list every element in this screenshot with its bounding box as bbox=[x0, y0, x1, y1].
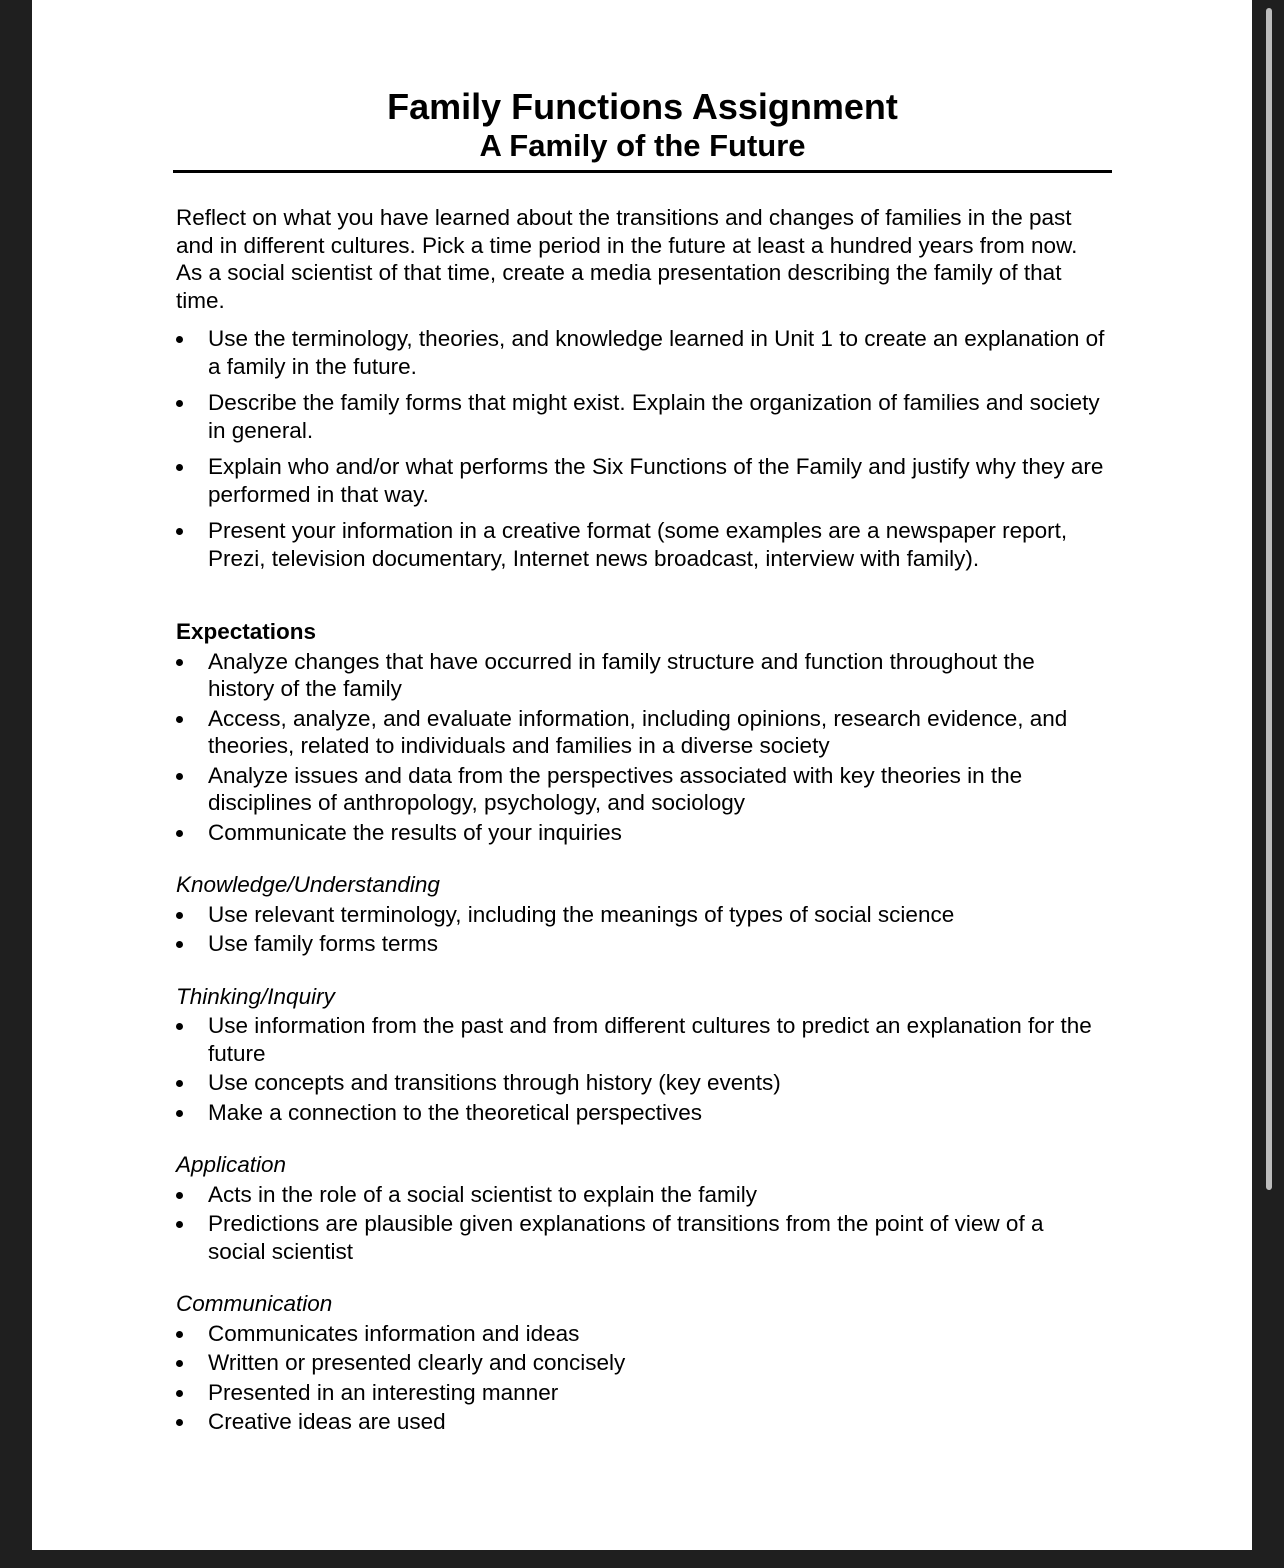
communication-list bbox=[176, 1320, 1106, 1436]
bullet-icon bbox=[176, 1419, 183, 1426]
application-list bbox=[176, 1181, 1106, 1266]
list-item-text: Acts in the role of a social scientist to explain the family bbox=[208, 1181, 758, 1207]
bullet-icon bbox=[176, 1080, 183, 1087]
bullet-icon bbox=[176, 528, 183, 535]
expectations-heading: Expectations bbox=[176, 619, 317, 644]
list-item bbox=[176, 1069, 1106, 1097]
bullet-icon bbox=[176, 716, 183, 723]
list-item bbox=[176, 1349, 1106, 1377]
bullet-icon bbox=[176, 1110, 183, 1117]
title-divider bbox=[173, 170, 1112, 173]
list-item bbox=[176, 1012, 1106, 1067]
list-item bbox=[176, 705, 1106, 760]
list-item-text: Use concepts and transitions through history (key events) bbox=[208, 1070, 781, 1095]
list-item bbox=[176, 1210, 1106, 1265]
list-item bbox=[176, 389, 1106, 444]
list-item bbox=[176, 1099, 1106, 1127]
list-item-text: Use information from the past and from different cultures to predict an explanation for the future bbox=[208, 1013, 1092, 1066]
list-item bbox=[176, 1408, 1106, 1436]
list-item bbox=[176, 648, 1106, 703]
list-item-text: Communicate the results of your inquiries bbox=[208, 819, 622, 845]
bullet-icon bbox=[176, 912, 183, 919]
page-subtitle: A Family of the Future bbox=[479, 128, 806, 163]
expectations-list bbox=[176, 648, 1106, 847]
list-item-text: Analyze issues and data from the perspectives associated with key theories in the disciplines of anthropology, psychology, and sociology bbox=[208, 762, 1023, 815]
list-item bbox=[176, 1320, 1106, 1348]
list-item-text: Predictions are plausible given explanations of transitions from the point of view of a social scientist bbox=[208, 1211, 1044, 1264]
list-item-text: Creative ideas are used bbox=[208, 1409, 446, 1434]
list-item bbox=[176, 1379, 1106, 1407]
bullet-icon bbox=[176, 464, 183, 471]
list-item-text: Presented in an interesting manner bbox=[208, 1379, 559, 1405]
list-item bbox=[176, 930, 1106, 958]
list-item-text: Access, analyze, and evaluate information, including opinions, research evidence, and theories, related to individuals and families in a diverse society bbox=[208, 705, 1068, 758]
page-title: Family Functions Assignment bbox=[387, 86, 898, 127]
list-item-text: Use the terminology, theories, and knowledge learned in Unit 1 to create an explanation of a family in the future. bbox=[208, 326, 1105, 379]
list-item-text: Use relevant terminology, including the meanings of types of social science bbox=[208, 901, 955, 927]
thinking-list bbox=[176, 1012, 1106, 1126]
bullet-icon bbox=[176, 1390, 183, 1397]
bullet-icon bbox=[176, 941, 183, 948]
list-item-text: Make a connection to the theoretical perspectives bbox=[208, 1099, 703, 1125]
bullet-icon bbox=[176, 336, 183, 343]
bullet-icon bbox=[176, 659, 183, 666]
list-item bbox=[176, 901, 1106, 929]
list-item-text: Describe the family forms that might exist. Explain the organization of families and society in general. bbox=[208, 390, 1100, 443]
list-item bbox=[176, 762, 1106, 817]
list-item-text: Analyze changes that have occurred in family structure and function throughout the history of the family bbox=[208, 648, 1035, 701]
list-item-text: Communicates information and ideas bbox=[208, 1320, 580, 1346]
document-body bbox=[176, 204, 1106, 1438]
knowledge-list bbox=[176, 901, 1106, 958]
list-item bbox=[176, 453, 1106, 508]
list-item bbox=[176, 325, 1106, 380]
task-list bbox=[176, 325, 1106, 572]
list-item-text: Present your information in a creative format (some examples are a newspaper report, Prezi, television documentary, Internet news broadcast, interview with family). bbox=[208, 518, 1068, 571]
communication-heading: Communication bbox=[176, 1291, 333, 1316]
bullet-icon bbox=[176, 1192, 183, 1199]
bullet-icon bbox=[176, 1023, 183, 1030]
bullet-icon bbox=[176, 1360, 183, 1367]
list-item bbox=[176, 819, 1106, 847]
bullet-icon bbox=[176, 400, 183, 407]
list-item bbox=[176, 517, 1106, 572]
application-heading: Application bbox=[176, 1152, 287, 1177]
bullet-icon bbox=[176, 1331, 183, 1338]
knowledge-heading: Knowledge/Understanding bbox=[176, 872, 440, 897]
bullet-icon bbox=[176, 1221, 183, 1228]
list-item-text: Explain who and/or what performs the Six Functions of the Family and justify why they are performed in that way. bbox=[208, 454, 1104, 507]
list-item-text: Written or presented clearly and concisely bbox=[208, 1350, 626, 1375]
list-item-text: Use family forms terms bbox=[208, 931, 439, 956]
thinking-heading: Thinking/Inquiry bbox=[176, 983, 335, 1009]
bullet-icon bbox=[176, 773, 183, 780]
bullet-icon bbox=[176, 830, 183, 837]
list-item bbox=[176, 1181, 1106, 1209]
intro-paragraph: Reflect on what you have learned about the transitions and changes of families in the past and in different cultures. Pick a time period in the future at least a hundred years from now. As a social scientist of that time, create a media presentation describing the family of that time. bbox=[176, 205, 1078, 313]
scrollbar-thumb[interactable] bbox=[1266, 8, 1272, 1190]
